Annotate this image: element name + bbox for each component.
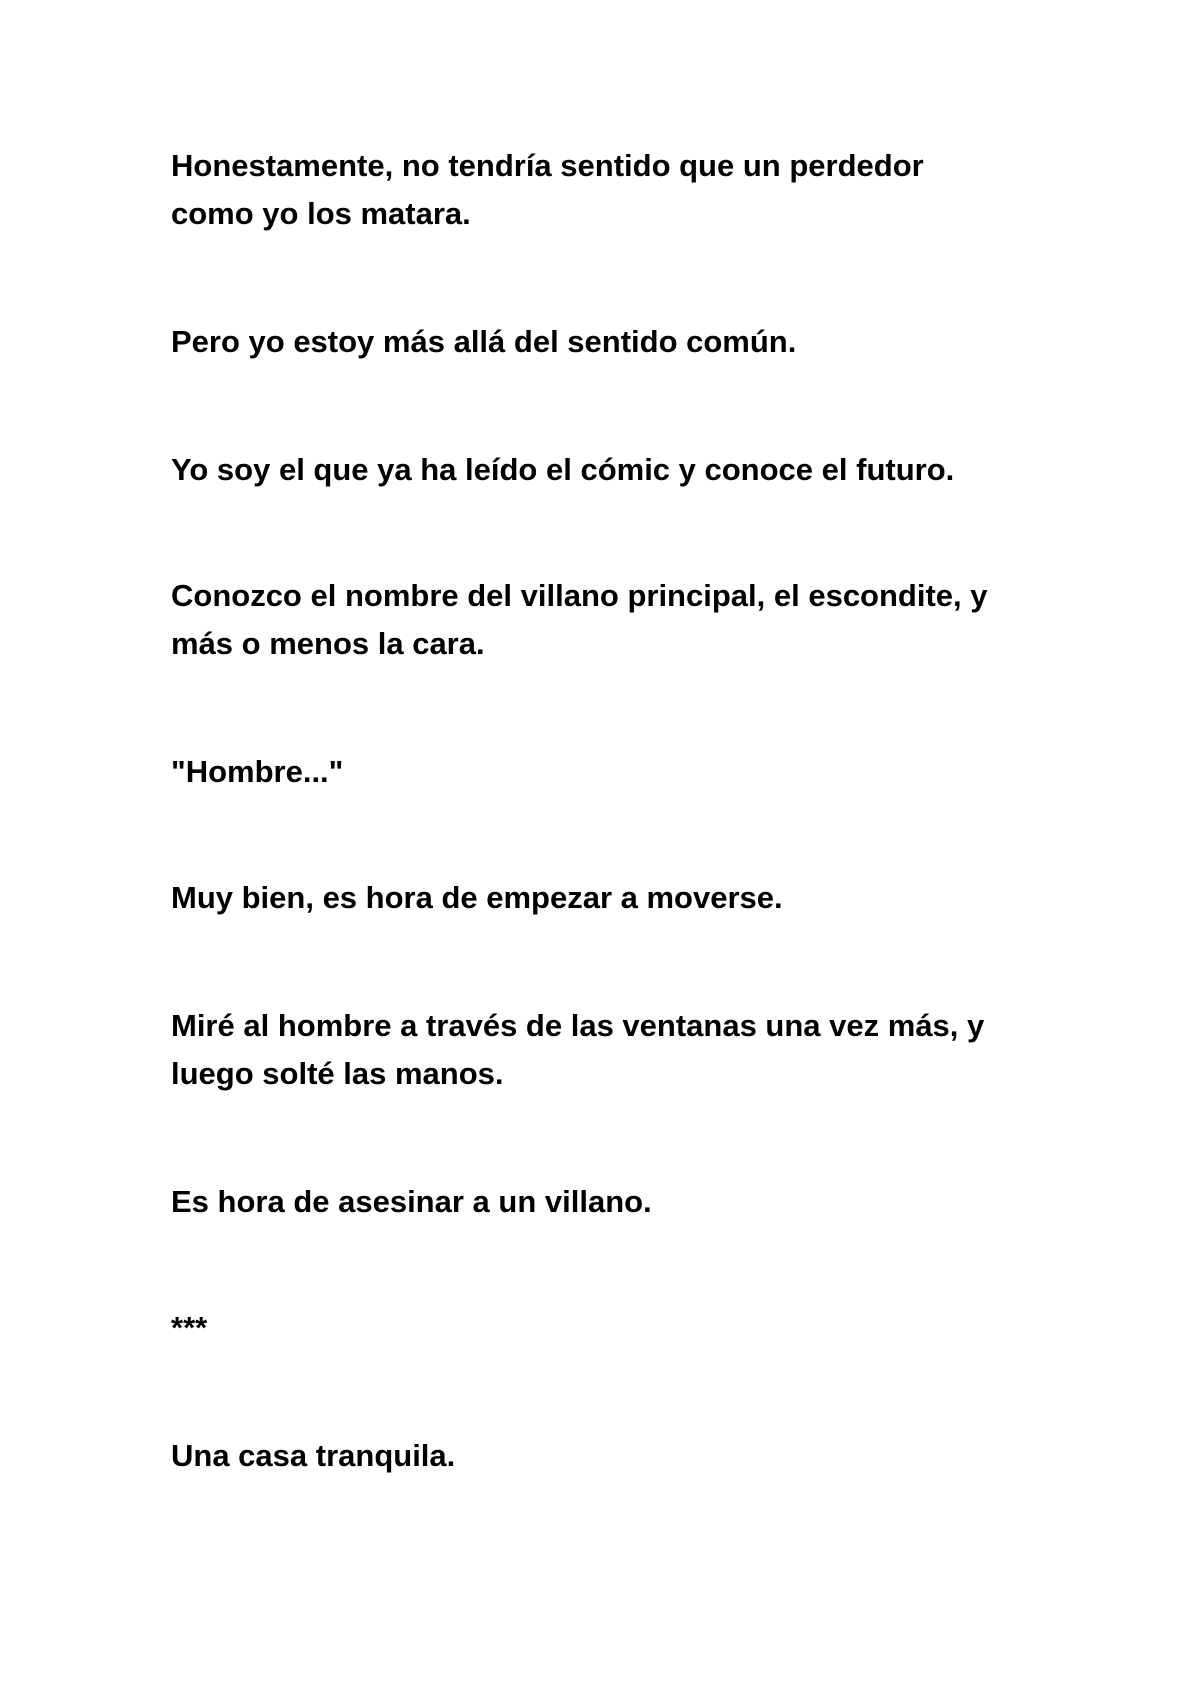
paragraph-10: Una casa tranquila. xyxy=(171,1438,456,1473)
paragraph-6: Muy bien, es hora de empezar a moverse. xyxy=(171,880,783,915)
paragraph-7: Miré al hombre a través de las ventanas una vez más, y luego solté las manos. xyxy=(171,1008,985,1091)
paragraph-4: Conozco el nombre del villano principal, el escondite, y más o menos la cara. xyxy=(171,578,988,661)
paragraph-8: Es hora de asesinar a un villano. xyxy=(171,1184,652,1219)
paragraph-3: Yo soy el que ya ha leído el cómic y conoce el futuro. xyxy=(171,452,955,487)
scene-break: *** xyxy=(171,1310,208,1345)
paragraph-2: Pero yo estoy más allá del sentido común. xyxy=(171,324,797,359)
paragraph-1: Honestamente, no tendría sentido que un perdedor como yo los matara. xyxy=(171,148,924,231)
paragraph-5: "Hombre..." xyxy=(171,754,344,789)
